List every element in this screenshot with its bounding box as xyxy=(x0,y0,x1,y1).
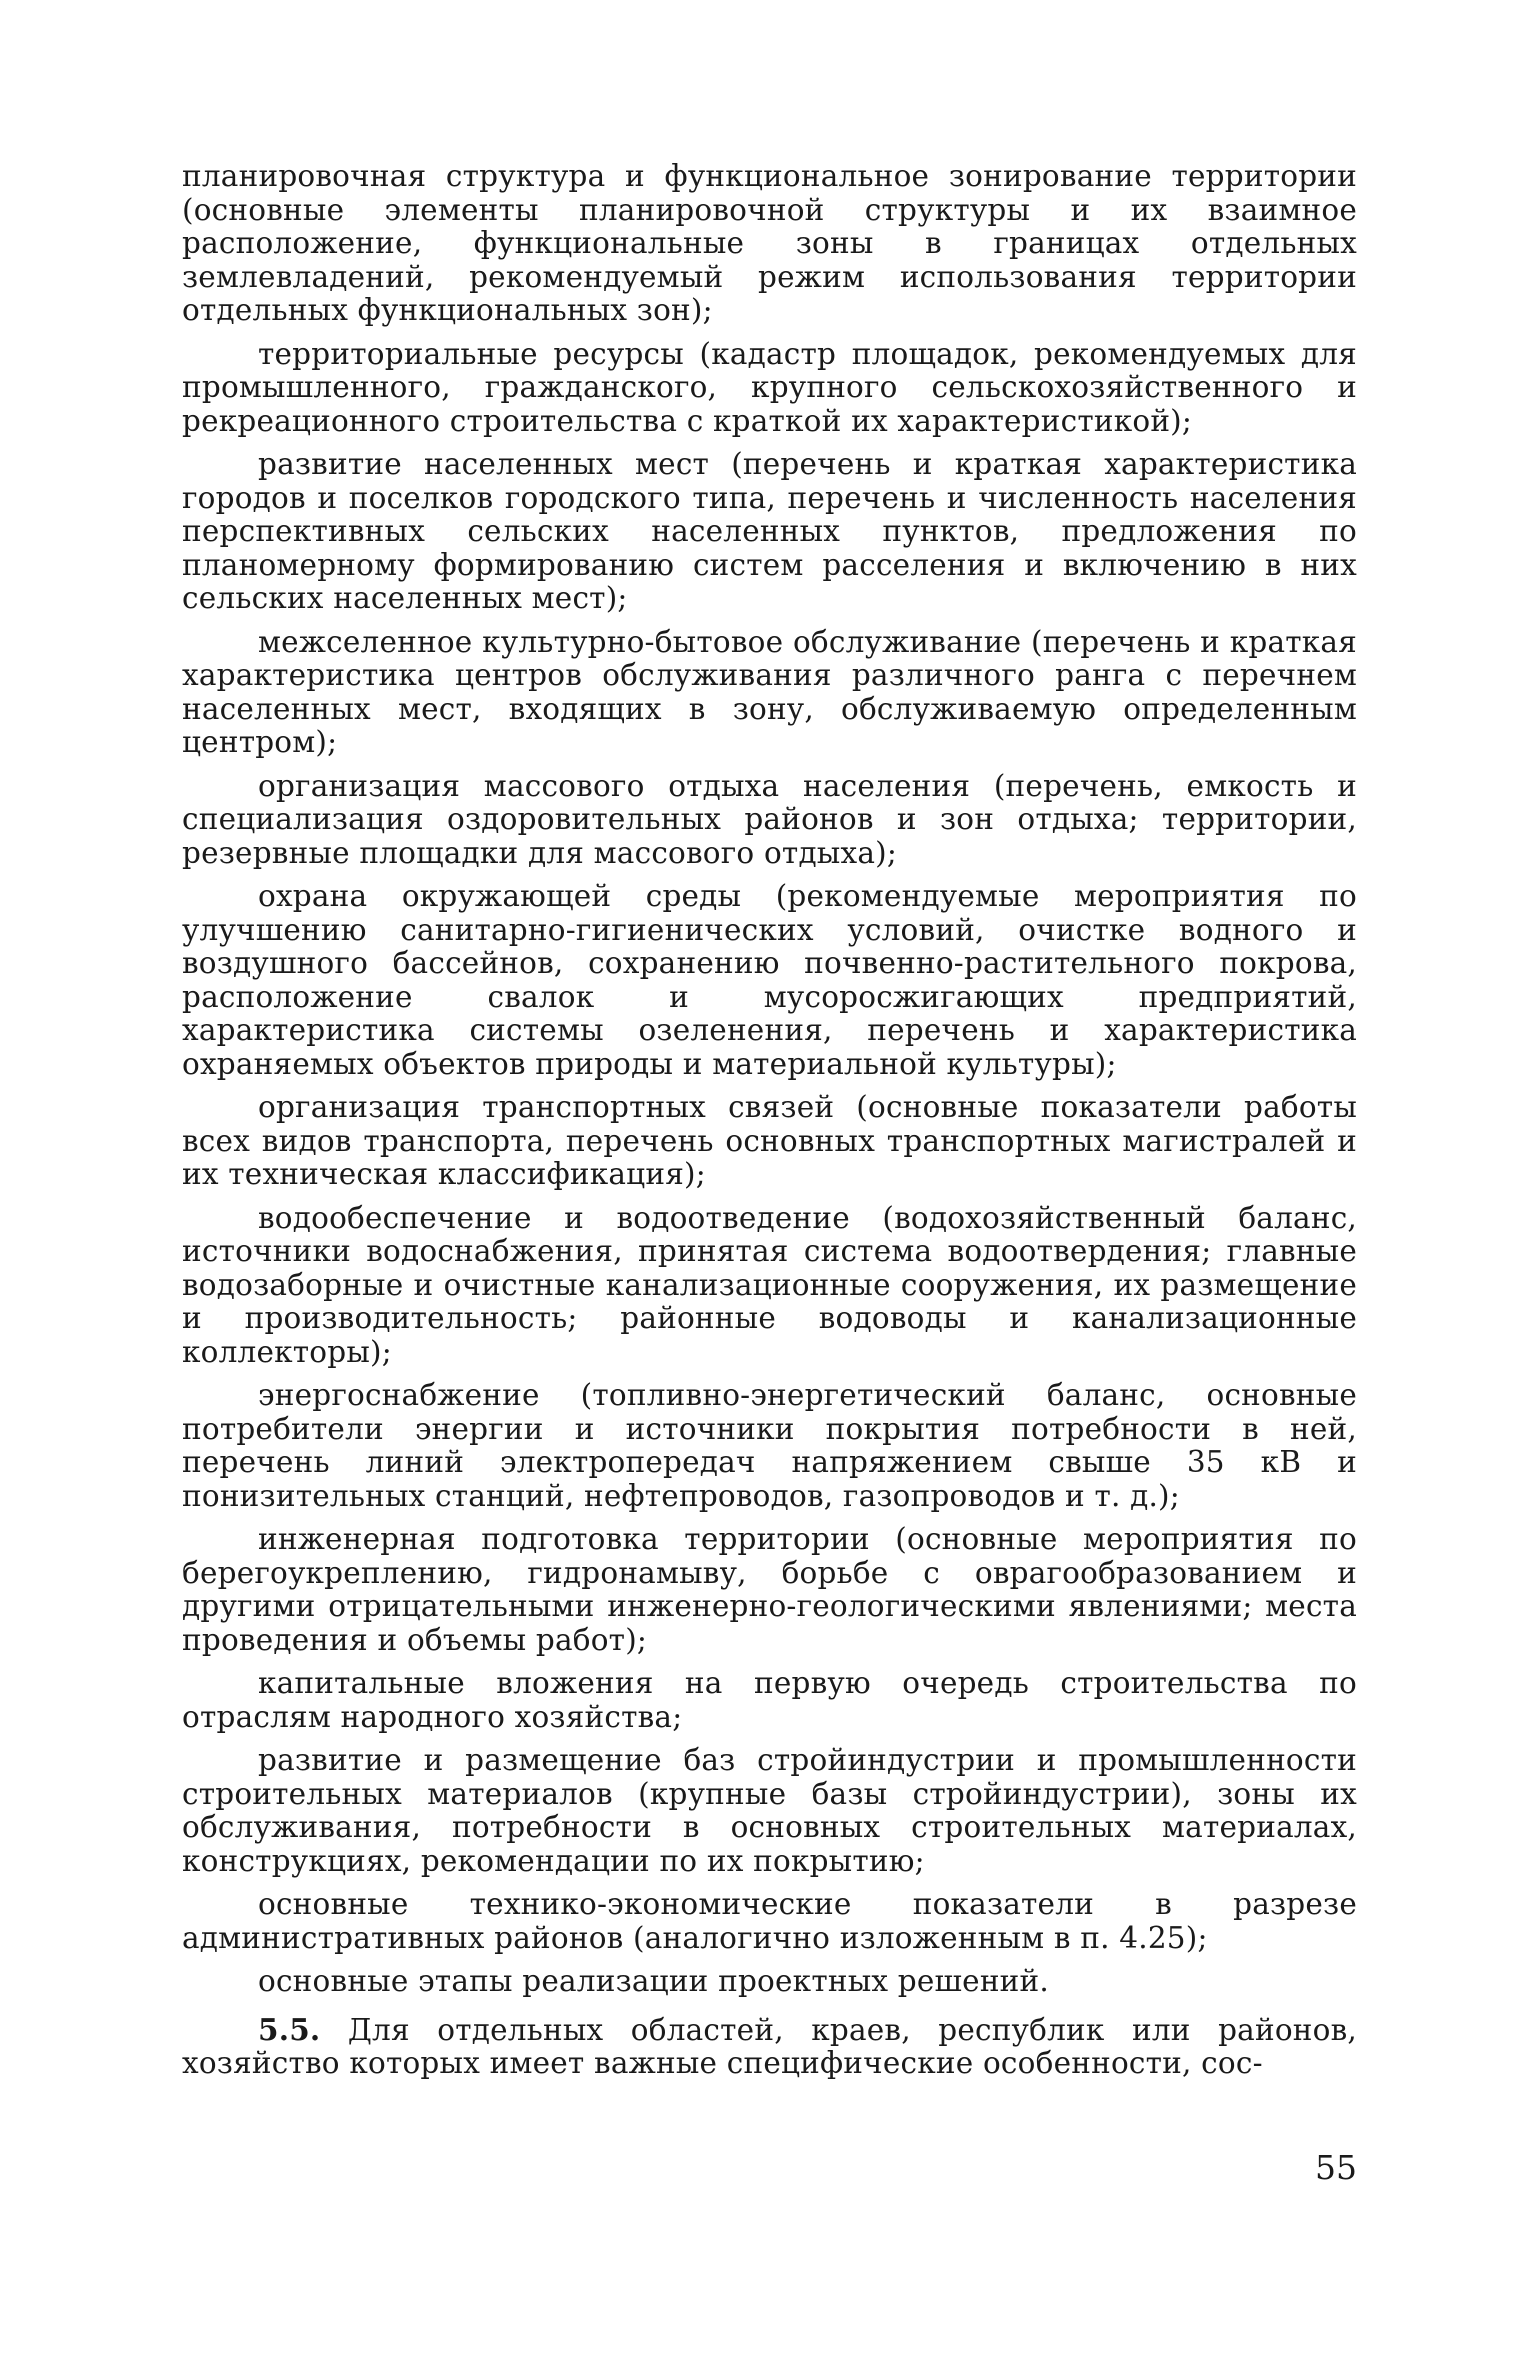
paragraph-construction-industry: развитие и размещение баз стройиндустрии и промышленности строительных материалов (крупные базы стройиндустрии), зоны их обслуживания, потребности в основных строительных материалах, конструкциях, рекомендации по их покрытию; xyxy=(182,1743,1357,1878)
section-text: Для отдельных областей, краев, республик или районов, хозяйство которых имеет важные специфические особенности, сос- xyxy=(182,2012,1357,2080)
paragraph-mass-recreation: организация массового отдыха населения (перечень, емкость и специализация оздоровительных районов и зон отдыха; территории, резервные площадки для массового отдыха); xyxy=(182,768,1357,870)
paragraph-capital-investment: капитальные вложения на первую очередь строительства по отраслям народного хозяйства; xyxy=(182,1666,1357,1734)
paragraph-implementation-stages: основные этапы реализации проектных решений. xyxy=(258,1964,1049,1998)
page-body xyxy=(182,160,1357,2091)
paragraph-planning-structure: планировочная структура и функциональное зонирование территории (основные элементы планировочной структуры и их взаимное расположение, функциональные зоны в границах отдельных землевладений, рекомендуемый режим использования территории отдельных функциональных зон); xyxy=(182,159,1357,327)
paragraph-settlements: развитие населенных мест (перечень и краткая характеристика городов и поселков городского типа, перечень и численность населения перспективных сельских населенных пунктов, предложения по планомерному формированию систем расселения и включению в них сельских населенных мест); xyxy=(182,447,1357,615)
paragraph-section-5-5 xyxy=(182,2013,1357,2081)
paragraph-transport: организация транспортных связей (основные показатели работы всех видов транспорта, перечень основных транспортных магистралей и их техническая классификация); xyxy=(182,1090,1357,1191)
paragraph-cultural-services: межселенное культурно-бытовое обслуживание (перечень и краткая характеристика центров обслуживания различного ранга с перечнем населенных мест, входящих в зону, обслуживаемую определенным центром); xyxy=(182,624,1357,759)
paragraph-environment: охрана окружающей среды (рекомендуемые мероприятия по улучшению санитарно-гигиенических условий, очистке водного и воздушного бассейнов, сохранению почвенно-растительного покрова, расположение свалок и мусоросжигающих предприятий, характеристика системы озеленения, перечень и характеристика охраняемых объектов природы и материальной культуры); xyxy=(182,879,1357,1081)
section-number: 5.5. xyxy=(258,2011,321,2047)
paragraph-energy: энергоснабжение (топливно-энергетический баланс, основные потребители энергии и источники покрытия потребности в ней, перечень линий электропередач напряжением свыше 35 кВ и понизительных станций, нефтепроводов, газопроводов и т. д.); xyxy=(182,1378,1357,1513)
paragraph-territorial-resources: территориальные ресурсы (кадастр площадок, рекомендуемых для промышленного, гражданского, крупного сельскохозяйственного и рекреационного строительства с краткой их характеристикой); xyxy=(182,336,1357,438)
paragraph-water: водообеспечение и водоотведение (водохозяйственный баланс, источники водоснабжения, принятая система водоотвердения; главные водозаборные и очистные канализационные сооружения, их размещение и производительность; районные водоводы и канализационные коллекторы); xyxy=(182,1200,1357,1369)
page-number: 55 xyxy=(1315,2148,1357,2187)
paragraph-indicators: основные технико-экономические показатели в разрезе административных районов (аналогично изложенным в п. 4.25); xyxy=(182,1887,1357,1955)
paragraph-engineering: инженерная подготовка территории (основные мероприятия по берегоукреплению, гидронамыву, борьбе с оврагообразованием и другими отрицательными инженерно-геологическими явлениями; места проведения и объемы работ); xyxy=(182,1522,1357,1657)
